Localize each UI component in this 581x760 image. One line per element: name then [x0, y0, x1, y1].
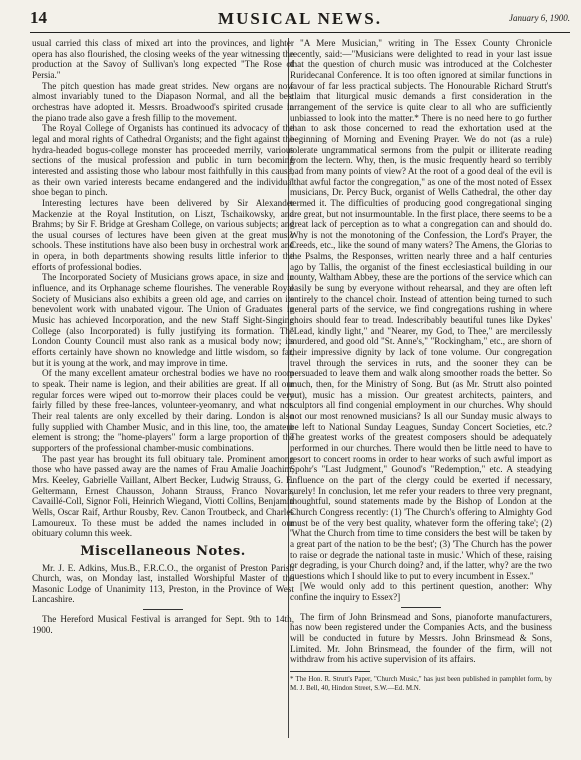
publication-title: MUSICAL NEWS.: [218, 9, 382, 28]
page-header: [30, 8, 570, 30]
paragraph: Of the many excellent amateur orchestral bodies we have no room to speak. Their name is legion, and their abilities are great. If all our regular forces were wiped out to-morrow their places could be very fairly filled by these free-lances, volunteer-yeomanry, and what not. Their real talents are only excelled by their daring. London is also fully supplied with Chamber Music, and in this line, too, the amateur element is strong; the "home-players" form a large proportion of the supporters of the professional chamber-music combinations.: [32, 368, 294, 453]
footnote-rule: [290, 671, 370, 672]
header-rule: [30, 32, 570, 33]
footnote: * The Hon. R. Strutt's Paper, "Church Music," has just been published in pamphlet form, by M. J. Bell, 40, Hindon Street, S.W.—Ed. M.N.: [290, 675, 552, 692]
paragraph: [We would only add to this pertinent question, another: Why confine the inquiry to Essex?]: [290, 581, 552, 603]
paragraph: The past year has brought its full obituary tale. Prominent among those who have passed away are the names of Frau Amalie Joachim, Mrs. Keeley, Gabrielle Vaillant, Albert Becker, Ludwig Strauss, G. E. Geltermann, Ernest Chausson, Johann Strauss, Franco Novara, Cavaillé-Coll, Signor Foli, Heinrich Wiegand, Viotti Collins, Benjamin Wells, Oscar Raif, Arthur Rousby, Rev. Canon Troutbeck, and Charles Lamoureux. To these must be added the names included in our obituary column this week.: [32, 453, 294, 539]
paragraph: usual carried this class of mixed art into the provinces, and lighter opera has also flourished, the closing weeks of the year witnessing the production at the Savoy of Sullivan's long expected "The Rose of Persia.": [32, 38, 294, 80]
paragraph: The Royal College of Organists has continued its advocacy of the legal and moral rights of Cathedral Organists; and the fight against the hydra-headed bogus-college monster has proceeded merrily, various sections of the musical profession and public in turn becoming interested and assisting those who labour most faithfully in this cause, as their own varied interests became endangered and the individual shoe began to pinch.: [32, 123, 294, 198]
paragraph: "A Mere Musician," writing in The Essex County Chronicle recently, said:—"Musicians were delighted to read in your last issue that the question of church music was introduced at the Colchester Ruridecanal Conference. It is too often ignored at similar functions in favour of far less practical subjects. The Honourable Richard Strutt's claim that liturgical music demands a first consideration in the arrangement of the service is quite clear to all who are sufficiently unbiassed to look into the matter.* There is no need here to go further than to ask those concerned to read the exhortation used at the beginning of Morning and Evening Prayer. We do not (as a rule) tolerate ungrammatical sermons from the pulpit or illiterate reading from the lectern. Why, then, is the music frequently heard so terribly bad from many points of view? At the root of a good deal of the evil is "that awful factor the congregation," as one of the most noted of Essex musicians, Dr. Percy Buck, organist of Wells Cathedral, the other day termed it. The difficulties of producing good congregational singing are great, but not insurmountable. In the first place, there seems to be a great lack of perception as to what a congregation can and should do. Why is not the monotoning of the Confession, the Lord's Prayer, the Creeds, etc., like the sound of many waters? The Amens, the Glorias to the Psalms, the Responses, written nearly three and a half centuries ago by Tallis, the organist of the finest ecclesiastical building in our county, Waltham Abbey, these are the portions of the service which can easily be sung by everyone without rehearsal, and they are often left entirely to the chancel choir. Instead of attention being turned to such general parts of the service, we find congregations rushing in where choirs should fear to tread. Indescribably beautiful tunes like Dykes' "Lead, kindly light," and "Nearer, my God, to Thee," are mercilessly murdered, and good old "St. Anne's," "Rockingham," etc., are shorn of their impressive dignity by lack of tone volume. Our congregation travel through the services in ruts, and the sooner they can be persuaded to leave them and walk along smoother roads the better. So much, then, for the Ministry of Song. But (as Mr. Strutt also pointed out), music has a mission. Our greatest architects, painters, and sculptors all find congenial employment in our churches. Why should not our most renowned musicians? Is all our Sunday music always to be left to National Sunday Leagues, Sunday Concert Societies, etc.? The greatest works of the greatest composers should be adequately performed in our churches. There would then be little need to have to resort to concert rooms in order to hear works of such awful import as Spohr's "Last Judgment," Gounod's "Redemption," etc. A steadying influence on the part of the clergy could be exerted if necessary, surely! In conclusion, let me refer your readers to three very pregnant, thoughtful, sound statements made by the Bishop of London at the Church Congress recently: (1) 'The Church's offering to Almighty God must be of the very best quality, whatever form the offering take'; (2) 'What the Church from time to time considers the best will be taken by a great part of the nation to be the best'; (3) 'The Church has the power to raise or degrade the national taste in music.' Which of these, raising or degrading, is your Church doing? and, if the latter, why? are the two questions which I should like to put to every incumbent in Essex.": [290, 38, 552, 581]
paragraph: Mr. J. E. Adkins, Mus.B., F.R.C.O., the organist of Preston Parish Church, was, on Monday last, installed Worshipful Master of the Masonic Lodge of Unanimity 113, Preston, in the Province of West Lancashire.: [32, 562, 294, 605]
left-column: [32, 38, 294, 635]
paragraph: The pitch question has made great strides. New organs are now almost invariably tuned to the Diapason Normal, and all the best orchestras have adopted it. Messrs. Broadwood's spirited crusade in the piano trade also gave a fresh fillip to the movement.: [32, 80, 294, 123]
paragraph: The Hereford Musical Festival is arranged for Sept. 9th to 14th, 1900.: [32, 614, 294, 635]
paragraph: The firm of John Brinsmead and Sons, pianoforte manufacturers, has now been registered under the Companies Acts, and the business will be conducted in future by Messrs. John Brinsmead & Sons, Limited. Mr. John Brinsmead, the founder of the firm, will not withdraw from his active supervision of its affairs.: [290, 611, 552, 665]
paragraph: Interesting lectures have been delivered by Sir Alexander Mackenzie at the Royal Institution, on Liszt, Tschaikowsky, and Brahms; by Sir F. Bridge at Gresham College, on various subjects; and the usual courses of lectures have been given at the great music schools. These institutions have also been busy in orchestral work and in opera, in both departments showing results little inferior to the efforts of professional bodies.: [32, 197, 294, 272]
right-column: [290, 38, 552, 692]
paragraph: The Incorporated Society of Musicians grows apace, in size and in influence, and its Orphanage scheme flourishes. The venerable Royal Society of Musicians also exhibits a green old age, and carries on its benevolent work with unabated vigour. The Union of Graduates in Music has achieved Incorporation, and the new Staff Sight-Singing College (also Incorporated) is fully justifying its formation. The London County Council must also rank as a musical body now; its efforts certainly have shown no knowledge and little wisdom, so far, but it is young at the work, and may improve in time.: [32, 272, 294, 368]
issue-date: January 6, 1900.: [509, 13, 570, 23]
divider: [401, 607, 441, 608]
page-number: 14: [30, 8, 47, 27]
divider: [143, 609, 183, 610]
section-heading: Miscellaneous Notes.: [80, 543, 246, 559]
